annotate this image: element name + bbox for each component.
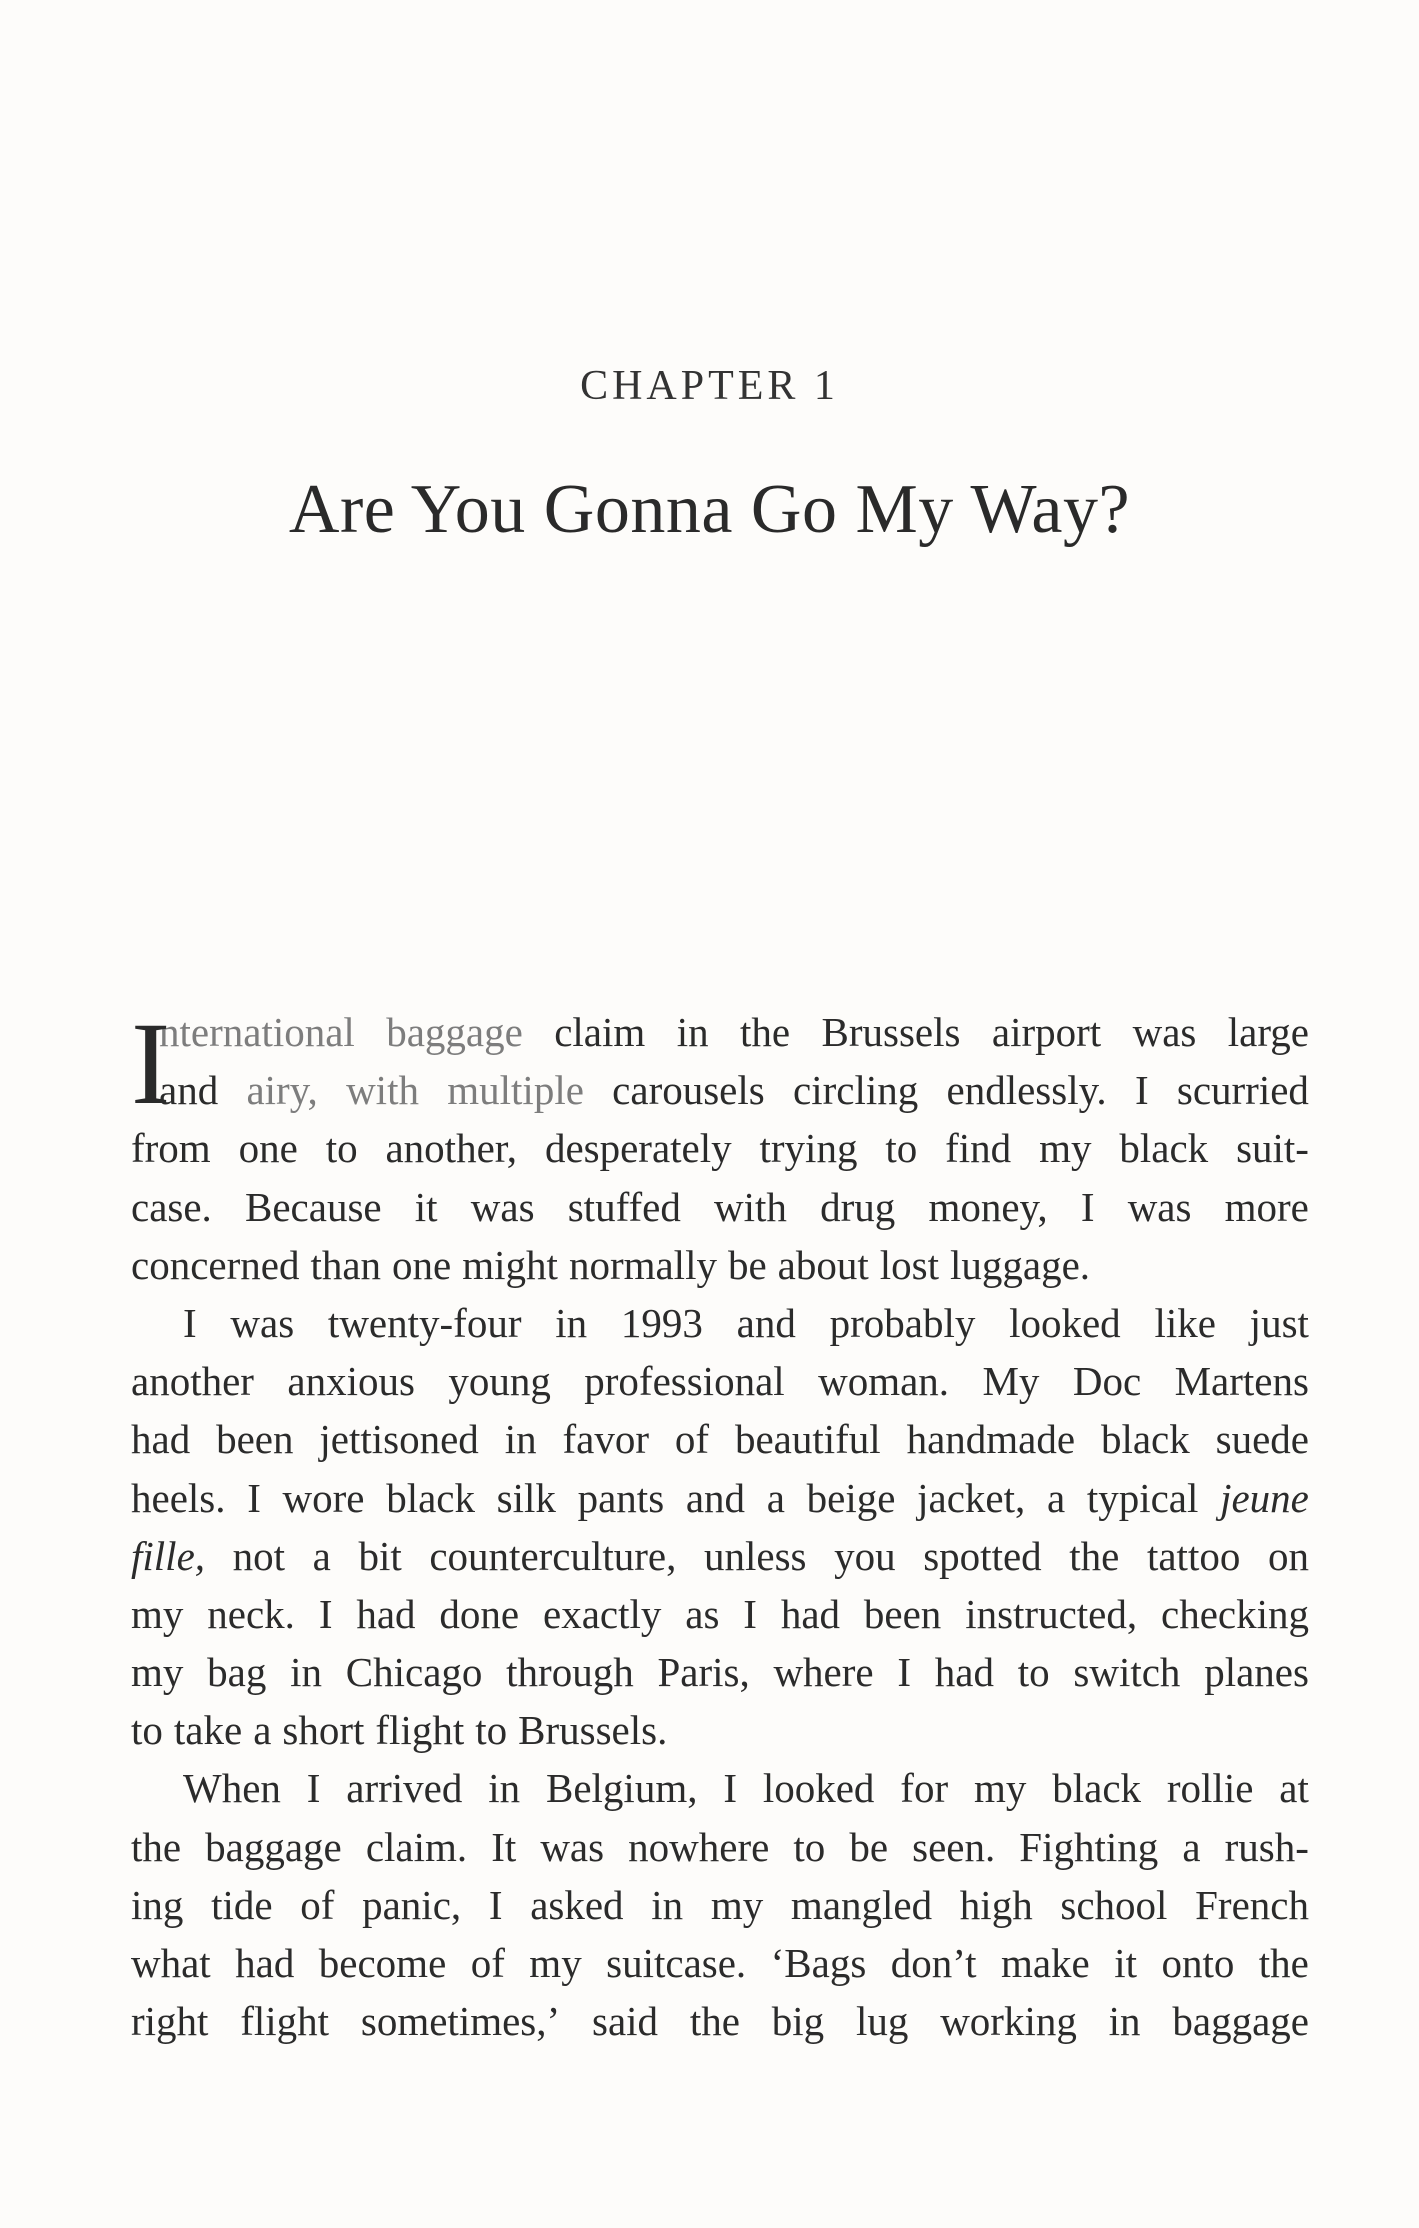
word: fille, (131, 1532, 206, 1579)
word: rollie (1166, 1765, 1254, 1812)
word: you (834, 1532, 896, 1579)
word: I (318, 1590, 333, 1637)
word: counterculture, (429, 1532, 677, 1579)
word: carousels (612, 1067, 765, 1114)
word: trying (759, 1125, 858, 1172)
text-line (131, 1003, 1309, 1061)
word: be (727, 1241, 767, 1288)
word: claim. (365, 1823, 468, 1870)
word: money, (928, 1183, 1048, 1230)
word: I (488, 1881, 503, 1928)
word: said (591, 1998, 659, 2045)
word: I (723, 1765, 737, 1812)
word: case. (131, 1183, 212, 1230)
word: suitcase. (606, 1940, 747, 1986)
word: anxious (287, 1358, 415, 1405)
word: drug (820, 1183, 896, 1230)
word: baggage (386, 1009, 523, 1055)
chapter-title: Are You Gonna Go My Way? (288, 471, 1131, 548)
word: to (131, 1707, 163, 1754)
word: was (1127, 1183, 1192, 1230)
body-text (131, 998, 1309, 2050)
word: flight (375, 1707, 465, 1754)
word: it (414, 1183, 438, 1230)
word: at (1279, 1765, 1309, 1812)
word: flight (240, 1998, 330, 2045)
word: my (529, 1940, 582, 1986)
word: big (771, 1998, 825, 2045)
word: circling (793, 1067, 919, 1114)
word: jacket, (917, 1474, 1026, 1521)
word: tattoo (1146, 1532, 1241, 1579)
word: was (540, 1823, 605, 1870)
word: in (290, 1649, 323, 1696)
word: Belgium, (546, 1765, 698, 1812)
word: the (1069, 1532, 1120, 1579)
word: a (1046, 1474, 1066, 1521)
word: my (973, 1765, 1027, 1812)
word: My (982, 1358, 1040, 1405)
word: of (674, 1416, 710, 1463)
word: stuffed (567, 1183, 681, 1230)
word: with (346, 1067, 419, 1114)
text-line (131, 1643, 1309, 1701)
word: on (1267, 1532, 1309, 1579)
word: black (1119, 1125, 1209, 1172)
word: Fighting (1019, 1823, 1159, 1870)
word: a (1182, 1823, 1201, 1870)
word: handmade (906, 1416, 1076, 1463)
word: Doc (1072, 1358, 1142, 1405)
word: become (318, 1940, 447, 1986)
text-line (131, 1585, 1309, 1643)
word: through (506, 1649, 634, 1696)
word: another, (385, 1125, 518, 1172)
word: it (1114, 1940, 1137, 1986)
word: in (488, 1765, 521, 1812)
word: right (131, 1998, 209, 2045)
word: short (282, 1707, 365, 1754)
word: nowhere (628, 1823, 770, 1870)
word: multiple (447, 1067, 584, 1114)
word: baggage (1172, 1998, 1309, 2045)
word: a (253, 1707, 272, 1754)
word: my (710, 1881, 764, 1928)
word: one (392, 1241, 452, 1288)
word: suit- (1236, 1125, 1309, 1172)
word: black (386, 1474, 475, 1521)
word: instructed, (965, 1590, 1138, 1637)
word: ing (131, 1881, 184, 1928)
word: had (131, 1416, 191, 1463)
word: to (885, 1125, 918, 1172)
word: I (743, 1590, 757, 1637)
text-line (131, 1527, 1309, 1585)
word: had (235, 1940, 295, 1986)
word: checking (1161, 1590, 1309, 1637)
text-line (131, 1701, 1309, 1759)
word: I (183, 1299, 197, 1346)
text-line (131, 1410, 1309, 1468)
word: desperately (544, 1125, 732, 1172)
word: Because (245, 1183, 382, 1230)
text-line (131, 1294, 1309, 1352)
word: had (356, 1590, 416, 1637)
word: ‘Bags (770, 1940, 867, 1986)
word: a (312, 1532, 331, 1579)
word: Paris, (657, 1649, 750, 1696)
word: about (777, 1241, 869, 1288)
word: to (475, 1707, 508, 1754)
word: normally (568, 1241, 717, 1288)
word: airy, (246, 1067, 318, 1114)
word: silk (496, 1474, 556, 1521)
word: young (448, 1358, 551, 1405)
word: my (131, 1590, 184, 1637)
word: nternational (159, 1009, 355, 1055)
word: It (491, 1823, 517, 1870)
word: in (555, 1299, 588, 1346)
word: been (216, 1416, 294, 1463)
word: looked (1009, 1299, 1121, 1346)
word: planes (1204, 1649, 1309, 1696)
word: find (945, 1125, 1012, 1172)
word: in (651, 1881, 684, 1928)
word: mangled (790, 1881, 933, 1928)
word: twenty-four (327, 1299, 522, 1346)
word: arrived (346, 1765, 463, 1812)
word: airport (991, 1009, 1102, 1055)
word: been (863, 1590, 942, 1637)
word: in (504, 1416, 537, 1463)
word: a (766, 1474, 785, 1521)
word: professional (584, 1358, 785, 1405)
word: beige (806, 1474, 896, 1521)
word: to (793, 1823, 826, 1870)
word: from (131, 1125, 211, 1172)
word: than (310, 1241, 382, 1288)
word: suede (1215, 1416, 1309, 1463)
word: bit (358, 1532, 402, 1579)
word: pants (577, 1474, 665, 1521)
word: jeune (1220, 1474, 1309, 1521)
text-line (131, 1876, 1309, 1934)
word: claim (554, 1009, 646, 1055)
word: concerned (131, 1241, 300, 1288)
word: high (959, 1881, 1033, 1928)
word: asked (530, 1881, 624, 1928)
word: don’t (890, 1940, 977, 1986)
word: unless (704, 1532, 807, 1579)
word: my (1039, 1125, 1092, 1172)
word: of (470, 1940, 505, 1986)
word: had (780, 1590, 841, 1637)
word: sometimes,’ (360, 1998, 561, 2045)
word: to (1017, 1649, 1050, 1696)
word: looked (762, 1765, 875, 1812)
word: panic, (362, 1881, 462, 1928)
word: be (849, 1823, 889, 1870)
word: I (897, 1649, 912, 1696)
text-line (131, 1759, 1309, 1817)
text-line (131, 1061, 1309, 1119)
word: bag (207, 1649, 267, 1696)
word: not (232, 1532, 286, 1579)
drop-cap: I (131, 998, 171, 1129)
word: wore (282, 1474, 365, 1521)
word: make (1000, 1940, 1090, 1986)
word: just (1249, 1299, 1309, 1346)
word: Brussels (821, 1009, 961, 1055)
word: was (470, 1183, 535, 1230)
text-line (131, 1236, 1309, 1294)
word: more (1224, 1183, 1309, 1230)
word: luggage. (950, 1241, 1091, 1288)
word: onto (1161, 1940, 1235, 1986)
word: jettisoned (319, 1416, 479, 1463)
word: lost (879, 1241, 940, 1288)
word: one (238, 1125, 298, 1172)
word: endlessly. (946, 1067, 1107, 1114)
word: of (300, 1881, 335, 1928)
word: was (230, 1299, 295, 1346)
word: spotted (923, 1532, 1042, 1579)
text-line (131, 1818, 1309, 1876)
word: switch (1073, 1649, 1181, 1696)
word: for (900, 1765, 949, 1812)
word: 1993 (620, 1299, 703, 1346)
word: take (173, 1707, 243, 1754)
word: black (1100, 1416, 1190, 1463)
word: I (306, 1765, 321, 1812)
word: the (740, 1009, 791, 1055)
word: rush- (1224, 1823, 1309, 1870)
word: scurried (1176, 1067, 1309, 1114)
word: school (1060, 1881, 1168, 1928)
word: the (131, 1823, 182, 1870)
word: in (676, 1009, 709, 1055)
word: what (131, 1940, 211, 1986)
word: black (1052, 1765, 1142, 1812)
word: I (247, 1474, 261, 1521)
word: was (1132, 1009, 1197, 1055)
word: where (773, 1649, 874, 1696)
word: heels. (131, 1474, 226, 1521)
word: beautiful (734, 1416, 881, 1463)
text-line (131, 1178, 1309, 1236)
word: typical (1086, 1474, 1199, 1521)
word: I (1134, 1067, 1149, 1114)
word: neck. (207, 1590, 295, 1637)
word: and (736, 1299, 796, 1346)
word: French (1195, 1881, 1309, 1928)
word: tide (211, 1881, 273, 1928)
word: in (1108, 1998, 1141, 2045)
word: Martens (1174, 1358, 1309, 1405)
text-line (131, 1934, 1309, 1992)
word: large (1227, 1009, 1309, 1055)
word: had (934, 1649, 994, 1696)
text-line (131, 1469, 1309, 1527)
word: the (689, 1998, 740, 2045)
word: Brussels. (518, 1707, 668, 1754)
word: and (685, 1474, 746, 1521)
word: lug (855, 1998, 909, 2045)
word: woman. (818, 1358, 950, 1405)
word: favor (562, 1416, 650, 1463)
word: When (183, 1765, 281, 1812)
text-line (131, 1119, 1309, 1177)
word: I (1080, 1183, 1095, 1230)
word: like (1154, 1299, 1216, 1346)
word: exactly (543, 1590, 662, 1637)
word: Chicago (345, 1649, 483, 1696)
text-line (131, 1992, 1309, 2050)
text-line (131, 1352, 1309, 1410)
word: the (1258, 1940, 1309, 1986)
word: probably (829, 1299, 976, 1346)
word: another (131, 1358, 254, 1405)
word: with (714, 1183, 787, 1230)
word: and (159, 1067, 219, 1114)
word: might (462, 1241, 558, 1288)
word: my (131, 1649, 184, 1696)
word: seen. (912, 1823, 996, 1870)
word: working (940, 1998, 1077, 2045)
word: baggage (205, 1823, 342, 1870)
word: done (439, 1590, 520, 1637)
word: as (685, 1590, 720, 1637)
chapter-label: CHAPTER 1 (580, 363, 839, 409)
word: to (325, 1125, 358, 1172)
